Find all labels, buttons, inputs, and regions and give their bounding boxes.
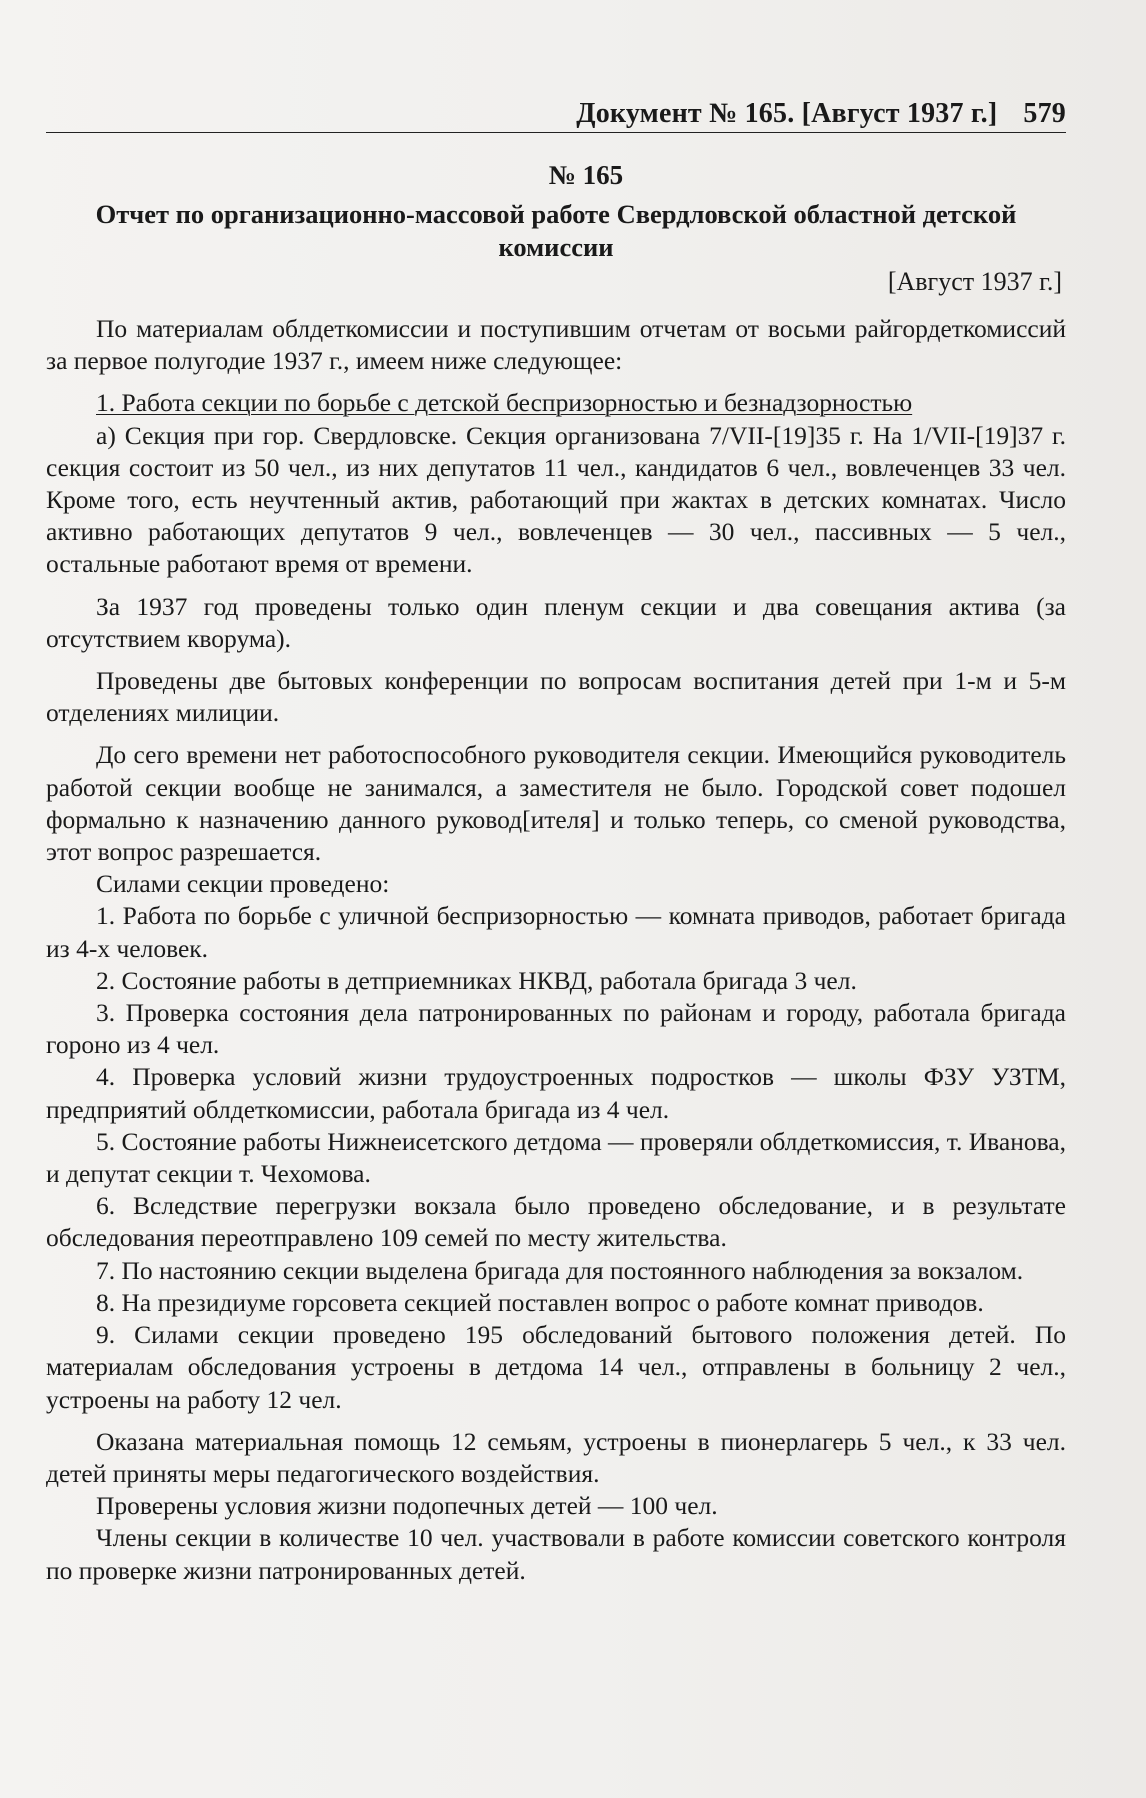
document-body [46, 158, 1066, 1587]
paragraph-leader: До сего времени нет работоспособного руководителя секции. Имеющийся руководитель работой секции вообще не занимался, а заместителя не было. Городской совет подошел формально к назначению данного руковод[ителя] и только теперь, со сменой руководства, этот вопрос разрешается. [46, 740, 1066, 867]
paragraph-members: Члены секции в количестве 10 чел. участвовали в работе комиссии советского контроля по проверке жизни патронированных детей. [46, 1523, 1066, 1585]
header-document-label: Документ № 165. [Август 1937 г.] [576, 98, 998, 129]
paragraph-checked: Проверены условия жизни подопечных детей — 100 чел. [96, 1491, 718, 1521]
document-number: № 165 [548, 160, 624, 190]
paragraph-intro: По материалам облдеткомиссии и поступившим отчетам от восьми райгордеткомиссий за первое полугодие 1937 г., имеем ниже следующее: [46, 314, 1066, 376]
list-item-3: 3. Проверка состояния дела патронированных по районам и городу, работала бригада гороно из 4 чел. [46, 998, 1066, 1060]
list-item-9: 9. Силами секции проведено 195 обследований бытового положения детей. По материалам обследования устроены в детдома 14 чел., отправлены в больницу 2 чел., устроены на работу 12 чел. [46, 1320, 1066, 1414]
page-number: 579 [1023, 98, 1066, 129]
paragraph-conferences: Проведены две бытовых конференции по вопросам воспитания детей при 1-м и 5-м отделениях милиции. [46, 666, 1066, 728]
paragraph-plenum: За 1937 год проведены только один пленум секции и два совещания актива (за отсутствием кворума). [46, 591, 1066, 653]
document-date: [Август 1937 г.] [887, 267, 1062, 296]
list-item-4: 4. Проверка условий жизни трудоустроенных подростков — школы ФЗУ УЗТМ, предприятий облдеткомиссии, работала бригада из 4 чел. [46, 1062, 1066, 1124]
paragraph-section-a: а) Секция при гор. Свердловске. Секция организована 7/VII-[19]35 г. На 1/VII-[19]37 г. секция состоит из 50 чел., из них депутатов 11 чел., кандидатов 6 чел., вовлеченцев 33 чел. Кроме того, есть неучтенный актив, работающий при жактах в детских комнатах. Число активно работающих депутатов 9 чел., вовлеченцев — 30 чел., пассивных — 5 чел., остальные работают время от времени. [46, 420, 1066, 579]
document-title: Отчет по организационно-массовой работе Свердловской областной детской комиссии [95, 199, 1017, 262]
list-item-2: 2. Состояние работы в детприемниках НКВД, работала бригада 3 чел. [96, 965, 857, 995]
list-item-6: 6. Вследствие перегрузки вокзала было проведено обследование, и в результате обследования переотправлено 109 семей по месту жительства. [46, 1191, 1066, 1253]
paragraph-aid: Оказана материальная помощь 12 семьям, устроены в пионерлагерь 5 чел., к 33 чел. детей приняты меры педагогического воздействия. [46, 1426, 1066, 1488]
paragraph-forces: Силами секции проведено: [96, 869, 390, 899]
section-heading: 1. Работа секции по борьбе с детской беспризорностью и безнадзорностью [96, 388, 913, 418]
running-header [46, 86, 1066, 130]
list-item-7: 7. По настоянию секции выделена бригада для постоянного наблюдения за вокзалом. [96, 1255, 1024, 1285]
list-item-5: 5. Состояние работы Нижнеисетского детдома — проверяли облдеткомиссия, т. Иванова, и депутат секции т. Чехомова. [46, 1126, 1066, 1189]
list-item-8: 8. На президиуме горсовета секцией поставлен вопрос о работе комнат приводов. [96, 1287, 984, 1317]
header-rule [46, 132, 1066, 133]
list-item-1: 1. Работа по борьбе с уличной беспризорностью — комната приводов, работает бригада из 4-х человек. [46, 901, 1066, 963]
